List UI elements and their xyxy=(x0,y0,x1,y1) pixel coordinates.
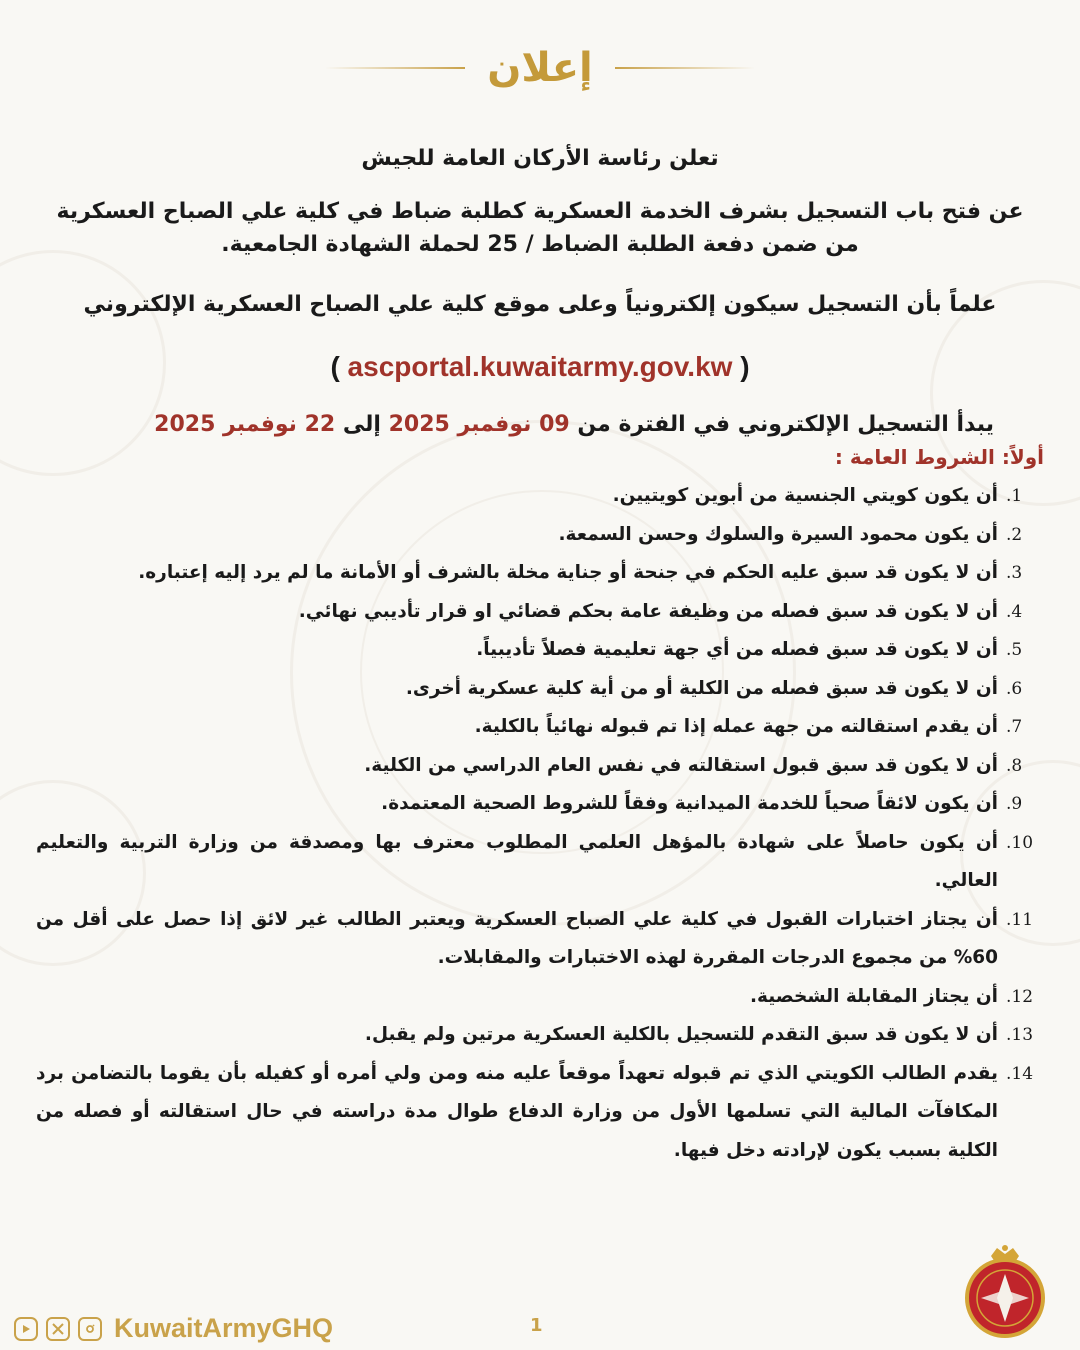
list-item-number: .11 xyxy=(1006,909,1034,930)
intro-line-1: تعلن رئاسة الأركان العامة للجيش xyxy=(361,146,719,171)
list-item-text: أن لا يكون قد سبق عليه الحكم في جنحة أو جناية مخلة بالشرف أو الأمانة ما لم يرد إليه إعتباره. xyxy=(138,562,998,583)
registration-link[interactable]: ascportal.kuwaitarmy.gov.kw xyxy=(347,351,733,382)
list-item-number: .5 xyxy=(1006,640,1023,660)
list-item-text: أن لا يكون قد سبق التقدم للتسجيل بالكلية العسكرية مرتين ولم يقبل. xyxy=(364,1024,998,1045)
url-paren-open: ( xyxy=(330,351,340,382)
list-item xyxy=(36,747,1044,786)
list-item-text: أن يكون كويتي الجنسية من أبوين كويتيين. xyxy=(612,485,998,506)
list-item-text: أن لا يكون قد سبق فصله من أي جهة تعليمية فصلاً تأديبياً. xyxy=(476,639,998,660)
registration-period xyxy=(36,409,1044,441)
conditions-list xyxy=(36,477,1044,1170)
list-item-number: .4 xyxy=(1006,601,1023,622)
list-item xyxy=(36,477,1044,516)
page-number: 1 xyxy=(530,1315,543,1336)
list-item-text: أن يكون محمود السيرة والسلوك وحسن السمعة. xyxy=(558,523,998,545)
intro-line-2: عن فتح باب التسجيل بشرف الخدمة العسكرية كطلبة ضباط في كلية علي الصباح العسكرية من ضمن دفعة الطلبة الضباط / 25 لحملة الشهادة الجامعية. xyxy=(56,199,1024,257)
list-item xyxy=(36,670,1044,709)
intro-line-3: علماً بأن التسجيل سيكون إلكترونياً وعلى موقع كلية علي الصباح العسكرية الإلكتروني xyxy=(83,292,997,317)
list-item-number: .12 xyxy=(1006,986,1034,1007)
list-item-text: أن يجتاز المقابلة الشخصية. xyxy=(749,985,998,1007)
header-divider-left xyxy=(325,67,465,69)
list-item-number: .9 xyxy=(1006,794,1023,814)
list-item xyxy=(36,901,1044,978)
page-title: إعلان xyxy=(487,45,593,91)
kuwait-army-emblem-logo xyxy=(955,1240,1055,1340)
list-item-number: .3 xyxy=(1006,563,1023,583)
social-handle[interactable]: KuwaitArmyGHQ xyxy=(114,1313,334,1343)
list-item-text: أن لا يكون قد سبق فصله من الكلية أو من أية كلية عسكرية أخرى. xyxy=(405,677,998,699)
period-to: إلى xyxy=(342,412,381,437)
list-item xyxy=(36,631,1044,670)
announcement-body xyxy=(36,130,1044,1170)
list-item xyxy=(36,978,1044,1017)
list-item-number: .2 xyxy=(1006,524,1023,545)
list-item xyxy=(36,593,1044,632)
header-divider-right xyxy=(615,67,755,69)
list-item xyxy=(36,708,1044,747)
list-item-number: .1 xyxy=(1006,486,1023,506)
announcement-header xyxy=(0,38,1080,98)
list-item-number: .10 xyxy=(1006,832,1034,853)
list-item-text: أن يقدم استقالته من جهة عمله إذا تم قبوله نهائياً بالكلية. xyxy=(474,716,998,737)
list-item-text: أن لا يكون قد سبق فصله من وظيفة عامة بحكم قضائي او قرار تأديبي نهائي. xyxy=(298,600,998,622)
list-item-text: أن يكون لائقاً صحياً للخدمة الميدانية وفقاً للشروط الصحية المعتمدة. xyxy=(381,793,998,814)
list-item-text: أن يكون حاصلاً على شهادة بالمؤهل العلمي المطلوب معترف بها ومصدقة من وزارة التربية والتعليم العالي. xyxy=(36,831,998,891)
list-item-number: .7 xyxy=(1006,717,1023,737)
registration-url xyxy=(36,351,1044,383)
period-start-date: 09 نوفمبر 2025 xyxy=(388,412,570,437)
list-item-number: .8 xyxy=(1006,755,1023,776)
list-item xyxy=(36,785,1044,824)
list-item-number: .14 xyxy=(1006,1063,1034,1084)
list-item xyxy=(36,1016,1044,1055)
instagram-icon[interactable] xyxy=(78,1317,102,1341)
period-end-date: 22 نوفمبر 2025 xyxy=(154,412,336,437)
list-item-text: أن لا يكون قد سبق قبول استقالته في نفس العام الدراسي من الكلية. xyxy=(364,754,998,776)
list-item-text: أن يجتاز اختبارات القبول في كلية علي الصباح العسكرية ويعتبر الطالب غير لائق إذا حصل على أقل من 60% من مجموع الدرجات المقررة لهذه الاختبارات والمقابلات. xyxy=(36,908,998,968)
list-item-number: .13 xyxy=(1006,1025,1034,1045)
list-item xyxy=(36,1055,1044,1171)
x-icon[interactable] xyxy=(46,1317,70,1341)
youtube-icon[interactable] xyxy=(14,1317,38,1341)
list-item xyxy=(36,824,1044,901)
list-item xyxy=(36,516,1044,555)
list-item-number: .6 xyxy=(1006,678,1023,699)
footer xyxy=(0,1305,1080,1345)
period-prefix: يبدأ التسجيل الإلكتروني في الفترة من xyxy=(577,412,994,437)
list-item-text: يقدم الطالب الكويتي الذي تم قبوله تعهداً موقعاً عليه منه ومن ولي أمره أو كفيله بأن يقوما بالتضامن برد المكافآت المالية التي تسلمها الأول من وزارة الدفاع طوال مدة دراسته في حال استقالته أو فصله من الكلية بسبب يكون لإرادته دخل فيها. xyxy=(36,1062,998,1161)
section-title-general-conditions: أولاً: الشروط العامة : xyxy=(834,445,1044,469)
url-paren-close: ) xyxy=(740,351,750,382)
list-item xyxy=(36,554,1044,593)
social-links xyxy=(14,1313,333,1344)
